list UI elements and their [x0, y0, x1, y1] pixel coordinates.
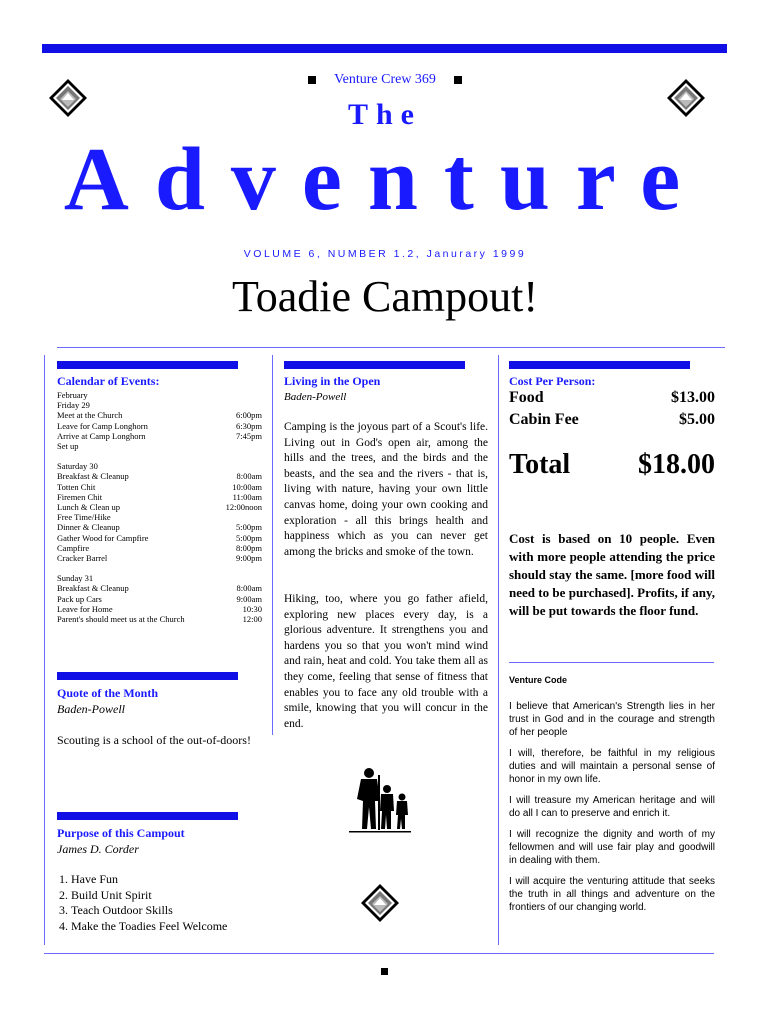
bullet-square-icon	[308, 76, 316, 84]
volume-line: VOLUME 6, NUMBER 1.2, Janurary 1999	[243, 248, 527, 260]
schedule-event: Leave for Home	[57, 603, 113, 614]
venture-code	[509, 700, 715, 922]
masthead-title: Adventure	[63, 130, 707, 229]
divider	[44, 953, 714, 954]
schedule-row	[57, 502, 262, 512]
cost-amount: $5.00	[679, 411, 715, 428]
schedule-event: Dinner & Cleanup	[57, 522, 120, 533]
schedule-event: Gather Wood for Campfire	[57, 532, 149, 543]
cost-heading: Cost Per Person:	[509, 374, 596, 388]
schedule-row	[57, 461, 262, 471]
living-paragraph: Camping is the joyous part of a Scout's life. Living out in God's open air, among the hills and the trees, and the birds and the beasts, and the sea and the rivers - that is, living with nature, having your own little canvas home, doing your own cooking and exploration - all this brings health and happiness which as you can never get among the bricks and smoke of the town.	[284, 421, 488, 558]
list-item: 3. Teach Outdoor Skills	[71, 903, 281, 919]
masthead-the: The	[347, 98, 422, 131]
column-rule	[44, 355, 45, 945]
calendar-heading: Calendar of Events:	[57, 374, 160, 388]
schedule-time: 9:00pm	[236, 553, 262, 564]
schedule-time: 8:00pm	[236, 542, 262, 553]
schedule-row	[57, 533, 262, 543]
purpose-author: James D. Corder	[57, 842, 139, 856]
purpose-list	[57, 872, 281, 934]
crew-line	[0, 72, 770, 88]
schedule-row	[57, 421, 262, 431]
purpose-heading: Purpose of this Campout	[57, 826, 185, 840]
schedule-event: Sunday 31	[57, 573, 94, 584]
total-label: Total	[509, 449, 571, 480]
quote-heading: Quote of the Month	[57, 686, 158, 700]
column-bar	[509, 361, 690, 369]
schedule-row	[57, 522, 262, 532]
venture-code-paragraph: I will treasure my American heritage and will do all I can to preserve and enrich it.	[509, 795, 715, 819]
schedule-row	[57, 471, 262, 481]
schedule-time: 8:00am	[236, 583, 262, 594]
schedule-row	[57, 492, 262, 502]
schedule-row	[57, 400, 262, 410]
schedule-time: 5:00pm	[236, 532, 262, 543]
schedule-event: Saturday 30	[57, 461, 98, 472]
schedule-time: 7:45pm	[236, 430, 262, 441]
divider	[57, 347, 725, 348]
venture-code-paragraph: I believe that American's Strength lies in her trust in God and in the courage and strength of her people	[509, 701, 715, 738]
list-item: 4. Make the Toadies Feel Welcome	[71, 919, 281, 935]
hikers-silhouette-icon	[347, 765, 413, 837]
schedule-time: 12:00noon	[225, 502, 262, 513]
column-bar	[57, 361, 238, 369]
quote-author: Baden-Powell	[57, 702, 125, 716]
schedule-row	[57, 573, 262, 583]
column-bar	[57, 672, 238, 680]
schedule-event: Firemen Chit	[57, 491, 103, 502]
column-rule	[272, 355, 273, 735]
living-author: Baden-Powell	[284, 391, 347, 403]
venture-code-paragraph: I will, therefore, be faithful in my religious duties and will maintain a personal sense of honor in my own life.	[509, 748, 715, 785]
schedule-event: Free Time/Hike	[57, 512, 111, 523]
cost-row	[509, 409, 715, 431]
cost-label: Food	[509, 389, 544, 406]
bullet-square-icon	[454, 76, 462, 84]
schedule-time: 8:00am	[236, 471, 262, 482]
schedule-event: Meet at the Church	[57, 410, 123, 421]
schedule-time: 12:00	[242, 614, 262, 625]
schedule-event: Friday 29	[57, 400, 90, 411]
venturing-emblem-icon	[360, 883, 400, 923]
bullet-square-icon	[381, 968, 388, 975]
column-bar	[284, 361, 465, 369]
schedule-event: Arrive at Camp Longhorn	[57, 430, 146, 441]
schedule-row	[57, 553, 262, 563]
schedule-row	[57, 512, 262, 522]
schedule-row	[57, 431, 262, 441]
schedule-event: Cracker Barrel	[57, 553, 108, 564]
schedule-row	[57, 441, 262, 451]
schedule-time: 5:00pm	[236, 522, 262, 533]
schedule-row	[57, 614, 262, 624]
living-heading: Living in the Open	[284, 374, 381, 388]
venture-code-heading: Venture Code	[509, 675, 568, 685]
schedule-time: 9:00am	[236, 593, 262, 604]
schedule-time: 10:00am	[232, 481, 262, 492]
schedule-time: 6:00pm	[236, 410, 262, 421]
schedule-event: Lunch & Clean up	[57, 502, 121, 513]
cost-row	[509, 387, 715, 409]
schedule-row	[57, 604, 262, 614]
schedule-event: Campfire	[57, 542, 90, 553]
schedule-time: 10:30	[242, 603, 262, 614]
cost-amount: $13.00	[671, 389, 715, 406]
cost-total	[509, 449, 715, 481]
schedule-event: Leave for Camp Longhorn	[57, 420, 148, 431]
schedule-event: Set up	[57, 441, 79, 452]
schedule-row	[57, 482, 262, 492]
schedule-gap	[57, 451, 262, 461]
crew-name: Venture Crew 369	[334, 72, 436, 87]
column-bar	[57, 812, 238, 820]
list-item: 1. Have Fun	[71, 872, 281, 888]
schedule-event: Breakfast & Cleanup	[57, 471, 129, 482]
cost-label: Cabin Fee	[509, 411, 579, 428]
schedule-gap	[57, 563, 262, 573]
schedule-row	[57, 390, 262, 400]
schedule-row	[57, 583, 262, 593]
schedule-time: 6:30pm	[236, 420, 262, 431]
venture-code-paragraph: I will recognize the dignity and worth of my fellowmen and will use fair play and goodwill in dealing with them.	[509, 829, 715, 866]
divider	[509, 662, 714, 663]
schedule-row	[57, 543, 262, 553]
column-rule	[498, 355, 499, 945]
schedule-event: Totten Chit	[57, 481, 96, 492]
list-item: 2. Build Unit Spirit	[71, 888, 281, 904]
venture-code-paragraph: I will acquire the venturing attitude that seeks the truth in all things and adventure on the frontiers of our changing world.	[509, 876, 715, 913]
cost-table	[509, 387, 715, 431]
quote-text: Scouting is a school of the out-of-doors!	[57, 733, 251, 747]
calendar-schedule	[57, 390, 262, 624]
schedule-event: Breakfast & Cleanup	[57, 583, 129, 594]
living-paragraph: Hiking, too, where you go father afield, exploring new places every day, is a glorious adventure. It strengthens you and hardens you so that you won't mind wind and rain, heat and cold. You take them all as they come, feeling that sense of fitness that enables you to face any old trouble with a smile, knowing that you will concur in the end.	[284, 593, 488, 730]
schedule-event: Parent's should meet us at the Church	[57, 614, 185, 625]
cost-note: Cost is based on 10 people. Even with more people attending the price should stay the same. [more food will need to be purchased]. Profits, if any, will be put towards the floor fund.	[509, 531, 715, 618]
headline: Toadie Campout!	[231, 272, 539, 321]
schedule-time: 11:00am	[232, 491, 262, 502]
schedule-event: February	[57, 390, 88, 400]
total-amount: $18.00	[638, 449, 715, 480]
schedule-row	[57, 594, 262, 604]
schedule-row	[57, 410, 262, 420]
top-bar	[42, 44, 727, 53]
schedule-event: Pack up Cars	[57, 593, 102, 604]
